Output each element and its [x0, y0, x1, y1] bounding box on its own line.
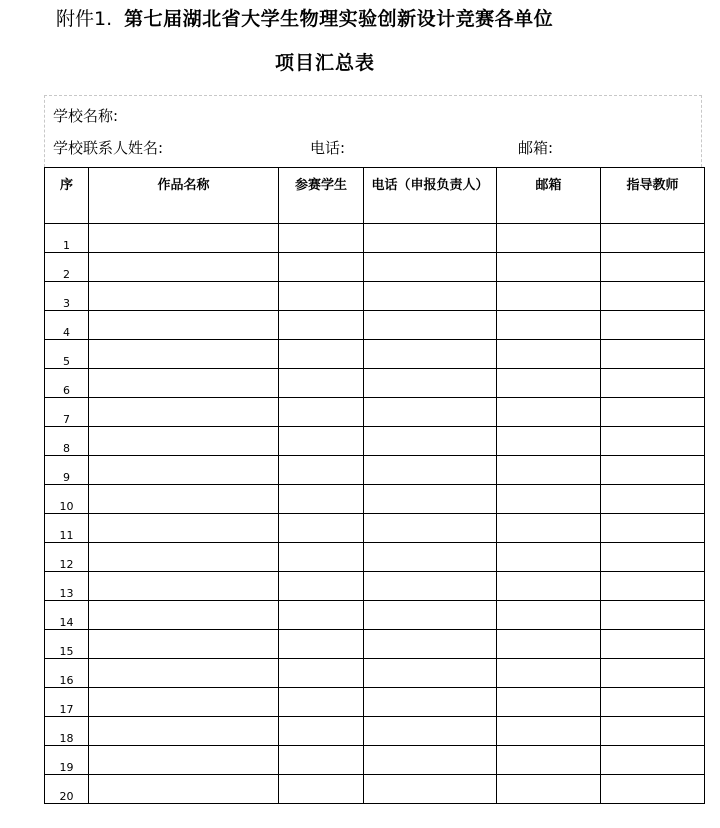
phone-cell[interactable]	[364, 456, 497, 485]
document-subtitle: 项目汇总表	[275, 52, 376, 74]
school-name-label: 学校名称:	[53, 107, 119, 125]
students-cell[interactable]	[279, 514, 364, 543]
attachment-label: 附件1.	[56, 8, 113, 30]
column-header-phone: 电话（申报负责人）	[364, 168, 497, 224]
email-cell[interactable]	[497, 427, 601, 456]
students-cell[interactable]	[279, 688, 364, 717]
phone-cell[interactable]	[364, 253, 497, 282]
table-row	[45, 224, 705, 253]
phone-label: 电话:	[310, 139, 346, 157]
work-name-cell[interactable]	[89, 456, 279, 485]
table-row	[45, 688, 705, 717]
table-row	[45, 398, 705, 427]
work-name-cell[interactable]	[89, 224, 279, 253]
advisor-cell[interactable]	[601, 572, 705, 601]
phone-cell[interactable]	[364, 311, 497, 340]
advisor-cell[interactable]	[601, 688, 705, 717]
column-header-advisor: 指导教师	[601, 168, 705, 224]
advisor-cell[interactable]	[601, 427, 705, 456]
students-cell[interactable]	[279, 340, 364, 369]
advisor-cell[interactable]	[601, 514, 705, 543]
work-name-cell[interactable]	[89, 775, 279, 804]
advisor-cell[interactable]	[601, 224, 705, 253]
phone-cell[interactable]	[364, 601, 497, 630]
students-cell[interactable]	[279, 253, 364, 282]
work-name-cell[interactable]	[89, 282, 279, 311]
advisor-cell[interactable]	[601, 601, 705, 630]
email-cell[interactable]	[497, 224, 601, 253]
column-header-seq: 序	[45, 168, 89, 224]
table-row	[45, 456, 705, 485]
row-number: 15	[45, 630, 89, 659]
column-header-work-name: 作品名称	[89, 168, 279, 224]
table-row	[45, 340, 705, 369]
table-row	[45, 659, 705, 688]
table-row	[45, 369, 705, 398]
school-info-box	[44, 95, 702, 167]
email-cell[interactable]	[497, 398, 601, 427]
row-number: 1	[45, 224, 89, 253]
work-name-cell[interactable]	[89, 746, 279, 775]
advisor-cell[interactable]	[601, 340, 705, 369]
row-number: 9	[45, 456, 89, 485]
students-cell[interactable]	[279, 398, 364, 427]
students-cell[interactable]	[279, 717, 364, 746]
row-number: 7	[45, 398, 89, 427]
table-row	[45, 630, 705, 659]
work-name-cell[interactable]	[89, 514, 279, 543]
table-row	[45, 775, 705, 804]
row-number: 12	[45, 543, 89, 572]
advisor-cell[interactable]	[601, 717, 705, 746]
row-number: 5	[45, 340, 89, 369]
email-cell[interactable]	[497, 688, 601, 717]
students-cell[interactable]	[279, 572, 364, 601]
column-header-email: 邮箱	[497, 168, 601, 224]
phone-cell[interactable]	[364, 369, 497, 398]
students-cell[interactable]	[279, 224, 364, 253]
title-line	[56, 4, 553, 30]
row-number: 16	[45, 659, 89, 688]
email-cell[interactable]	[497, 340, 601, 369]
email-cell[interactable]	[497, 572, 601, 601]
row-number: 19	[45, 746, 89, 775]
phone-cell[interactable]	[364, 630, 497, 659]
email-cell[interactable]	[497, 717, 601, 746]
header-row	[45, 168, 705, 224]
advisor-cell[interactable]	[601, 485, 705, 514]
row-number: 18	[45, 717, 89, 746]
work-name-cell[interactable]	[89, 398, 279, 427]
students-cell[interactable]	[279, 282, 364, 311]
row-number: 11	[45, 514, 89, 543]
row-number: 17	[45, 688, 89, 717]
email-cell[interactable]	[497, 775, 601, 804]
phone-cell[interactable]	[364, 485, 497, 514]
row-number: 13	[45, 572, 89, 601]
students-cell[interactable]	[279, 427, 364, 456]
row-number: 4	[45, 311, 89, 340]
phone-cell[interactable]	[364, 717, 497, 746]
table-row	[45, 311, 705, 340]
advisor-cell[interactable]	[601, 311, 705, 340]
work-name-cell[interactable]	[89, 688, 279, 717]
students-cell[interactable]	[279, 311, 364, 340]
students-cell[interactable]	[279, 601, 364, 630]
table-row	[45, 746, 705, 775]
advisor-cell[interactable]	[601, 253, 705, 282]
row-number: 3	[45, 282, 89, 311]
students-cell[interactable]	[279, 485, 364, 514]
advisor-cell[interactable]	[601, 630, 705, 659]
row-number: 20	[45, 775, 89, 804]
students-cell[interactable]	[279, 630, 364, 659]
phone-cell[interactable]	[364, 572, 497, 601]
table-row	[45, 717, 705, 746]
advisor-cell[interactable]	[601, 456, 705, 485]
phone-cell[interactable]	[364, 224, 497, 253]
advisor-cell[interactable]	[601, 543, 705, 572]
phone-cell[interactable]	[364, 775, 497, 804]
table-row	[45, 572, 705, 601]
work-name-cell[interactable]	[89, 601, 279, 630]
phone-cell[interactable]	[364, 398, 497, 427]
work-name-cell[interactable]	[89, 427, 279, 456]
email-cell[interactable]	[497, 514, 601, 543]
students-cell[interactable]	[279, 456, 364, 485]
email-cell[interactable]	[497, 746, 601, 775]
email-label: 邮箱:	[518, 139, 554, 157]
table-row	[45, 601, 705, 630]
advisor-cell[interactable]	[601, 398, 705, 427]
row-number: 2	[45, 253, 89, 282]
work-name-cell[interactable]	[89, 572, 279, 601]
row-number: 14	[45, 601, 89, 630]
work-name-cell[interactable]	[89, 630, 279, 659]
email-cell[interactable]	[497, 601, 601, 630]
phone-cell[interactable]	[364, 659, 497, 688]
table-row	[45, 485, 705, 514]
work-name-cell[interactable]	[89, 485, 279, 514]
row-number: 8	[45, 427, 89, 456]
phone-cell[interactable]	[364, 514, 497, 543]
advisor-cell[interactable]	[601, 369, 705, 398]
phone-cell[interactable]	[364, 543, 497, 572]
advisor-cell[interactable]	[601, 282, 705, 311]
work-name-cell[interactable]	[89, 340, 279, 369]
document-title: 第七届湖北省大学生物理实验创新设计竞赛各单位	[124, 8, 554, 30]
row-number: 10	[45, 485, 89, 514]
summary-table	[44, 167, 705, 804]
email-cell[interactable]	[497, 659, 601, 688]
table-body	[45, 224, 705, 804]
phone-cell[interactable]	[364, 340, 497, 369]
work-name-cell[interactable]	[89, 717, 279, 746]
students-cell[interactable]	[279, 775, 364, 804]
work-name-cell[interactable]	[89, 311, 279, 340]
table-row	[45, 514, 705, 543]
email-cell[interactable]	[497, 485, 601, 514]
column-header-students: 参赛学生	[279, 168, 364, 224]
work-name-cell[interactable]	[89, 253, 279, 282]
students-cell[interactable]	[279, 543, 364, 572]
table-row	[45, 253, 705, 282]
phone-cell[interactable]	[364, 427, 497, 456]
email-cell[interactable]	[497, 630, 601, 659]
work-name-cell[interactable]	[89, 543, 279, 572]
phone-cell[interactable]	[364, 282, 497, 311]
contact-name-label: 学校联系人姓名:	[53, 139, 164, 157]
email-cell[interactable]	[497, 456, 601, 485]
work-name-cell[interactable]	[89, 369, 279, 398]
table-row	[45, 543, 705, 572]
phone-cell[interactable]	[364, 688, 497, 717]
email-cell[interactable]	[497, 543, 601, 572]
students-cell[interactable]	[279, 746, 364, 775]
table-row	[45, 427, 705, 456]
phone-cell[interactable]	[364, 746, 497, 775]
advisor-cell[interactable]	[601, 746, 705, 775]
email-cell[interactable]	[497, 311, 601, 340]
students-cell[interactable]	[279, 369, 364, 398]
work-name-cell[interactable]	[89, 659, 279, 688]
email-cell[interactable]	[497, 369, 601, 398]
students-cell[interactable]	[279, 659, 364, 688]
row-number: 6	[45, 369, 89, 398]
email-cell[interactable]	[497, 282, 601, 311]
advisor-cell[interactable]	[601, 775, 705, 804]
table-row	[45, 282, 705, 311]
advisor-cell[interactable]	[601, 659, 705, 688]
email-cell[interactable]	[497, 253, 601, 282]
